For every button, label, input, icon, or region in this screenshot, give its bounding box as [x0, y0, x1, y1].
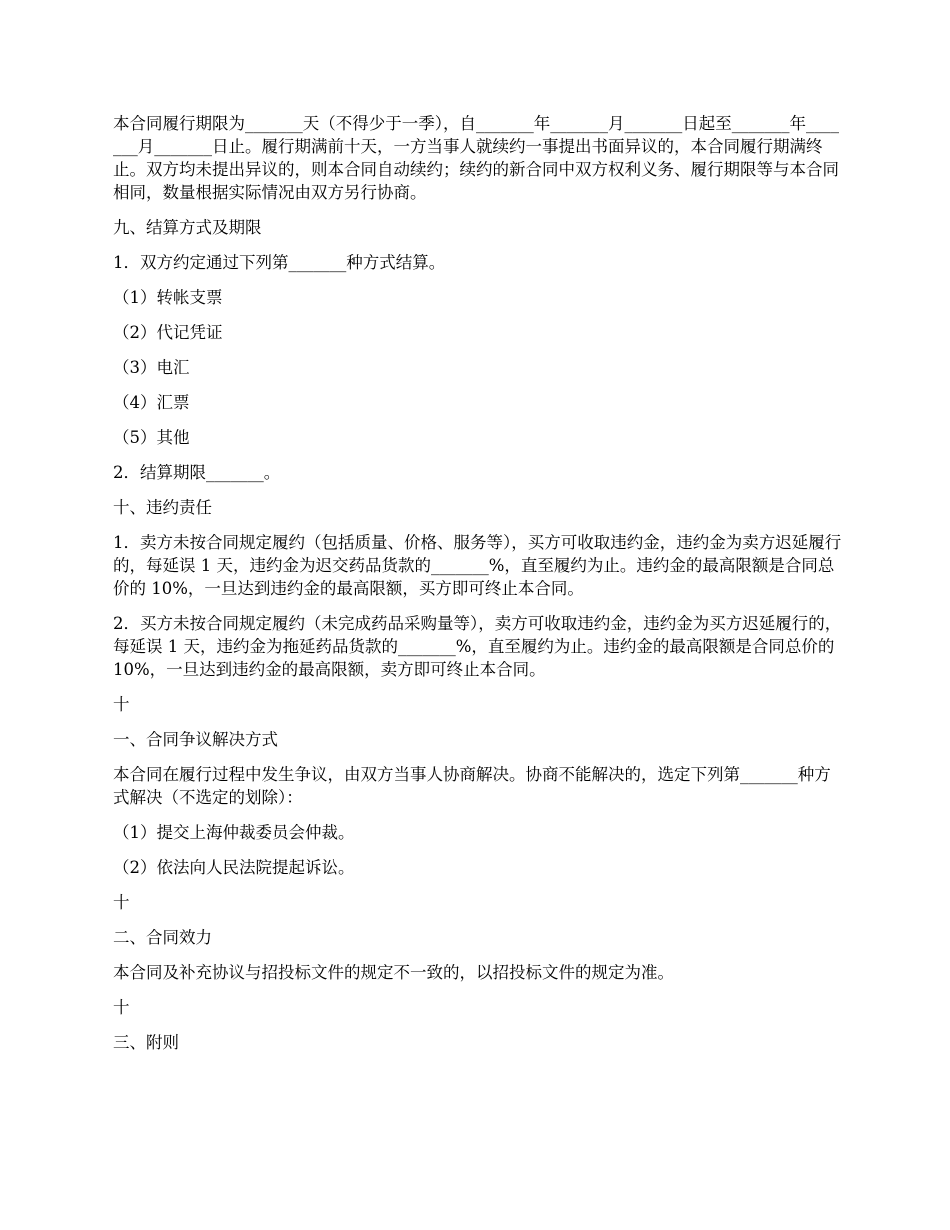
dispute-clause: 本合同在履行过程中发生争议，由双方当事人协商解决。协商不能解决的，选定下列第_______种方式解决（不选定的划除）： [113, 765, 831, 807]
term-paragraph: 本合同履行期限为_______天（不得少于一季），自_______年_______月_______日起至_______年_______月_______日止。履行期满前十天，一方当事人就续约一事提出书面异议的，本合同履行期满终止。双方均未提出异议的，则本合同自动续约；续约的新合同中双方权利义务、履行期限等与本合同相同，数量根据实际情况由双方另行协商。 [113, 114, 839, 202]
dispute-option: （1）提交上海仲裁委员会仲裁。 [113, 823, 355, 842]
section-heading-dispute: 一、合同争议解决方式 [113, 730, 278, 749]
document-page [113, 112, 843, 1066]
section-heading-settlement: 九、结算方式及期限 [113, 218, 262, 237]
settlement-option: （5）其他 [113, 428, 190, 447]
settlement-option: （3）电汇 [113, 358, 190, 377]
dispute-option: （2）依法向人民法院提起诉讼。 [113, 858, 355, 877]
section-heading-breach: 十、违约责任 [113, 498, 212, 517]
validity-clause: 本合同及补充协议与招投标文件的规定不一致的，以招投标文件的规定为准。 [113, 963, 674, 982]
settlement-period-clause: 2．结算期限_______。 [113, 463, 281, 482]
settlement-method-clause: 1．双方约定通过下列第_______种方式结算。 [113, 253, 446, 272]
section-number-fragment: 十 [113, 695, 130, 714]
section-number-fragment: 十 [113, 998, 130, 1017]
section-heading-validity: 二、合同效力 [113, 928, 212, 947]
settlement-option: （2）代记凭证 [113, 323, 223, 342]
settlement-option: （4）汇票 [113, 393, 190, 412]
section-heading-appendix: 三、附则 [113, 1033, 179, 1052]
section-number-fragment: 十 [113, 893, 130, 912]
breach-buyer-clause: 2．买方未按合同规定履约（未完成药品采购量等），卖方可收取违约金，违约金为买方迟延履行的，每延误 1 天，违约金为拖延药品货款的_______%，直至履约为止。违约金的最高限额是合同总价的 10%，一旦达到违约金的最高限额，卖方即可终止本合同。 [113, 614, 842, 679]
breach-seller-clause: 1．卖方未按合同规定履约（包括质量、价格、服务等），买方可收取违约金，违约金为卖方迟延履行的，每延误 1 天，违约金为迟交药品货款的_______%，直至履约为止。违约金的最高限额是合同总价的 10%，一旦达到违约金的最高限额，买方即可终止本合同。 [113, 533, 842, 598]
settlement-option: （1）转帐支票 [113, 288, 223, 307]
